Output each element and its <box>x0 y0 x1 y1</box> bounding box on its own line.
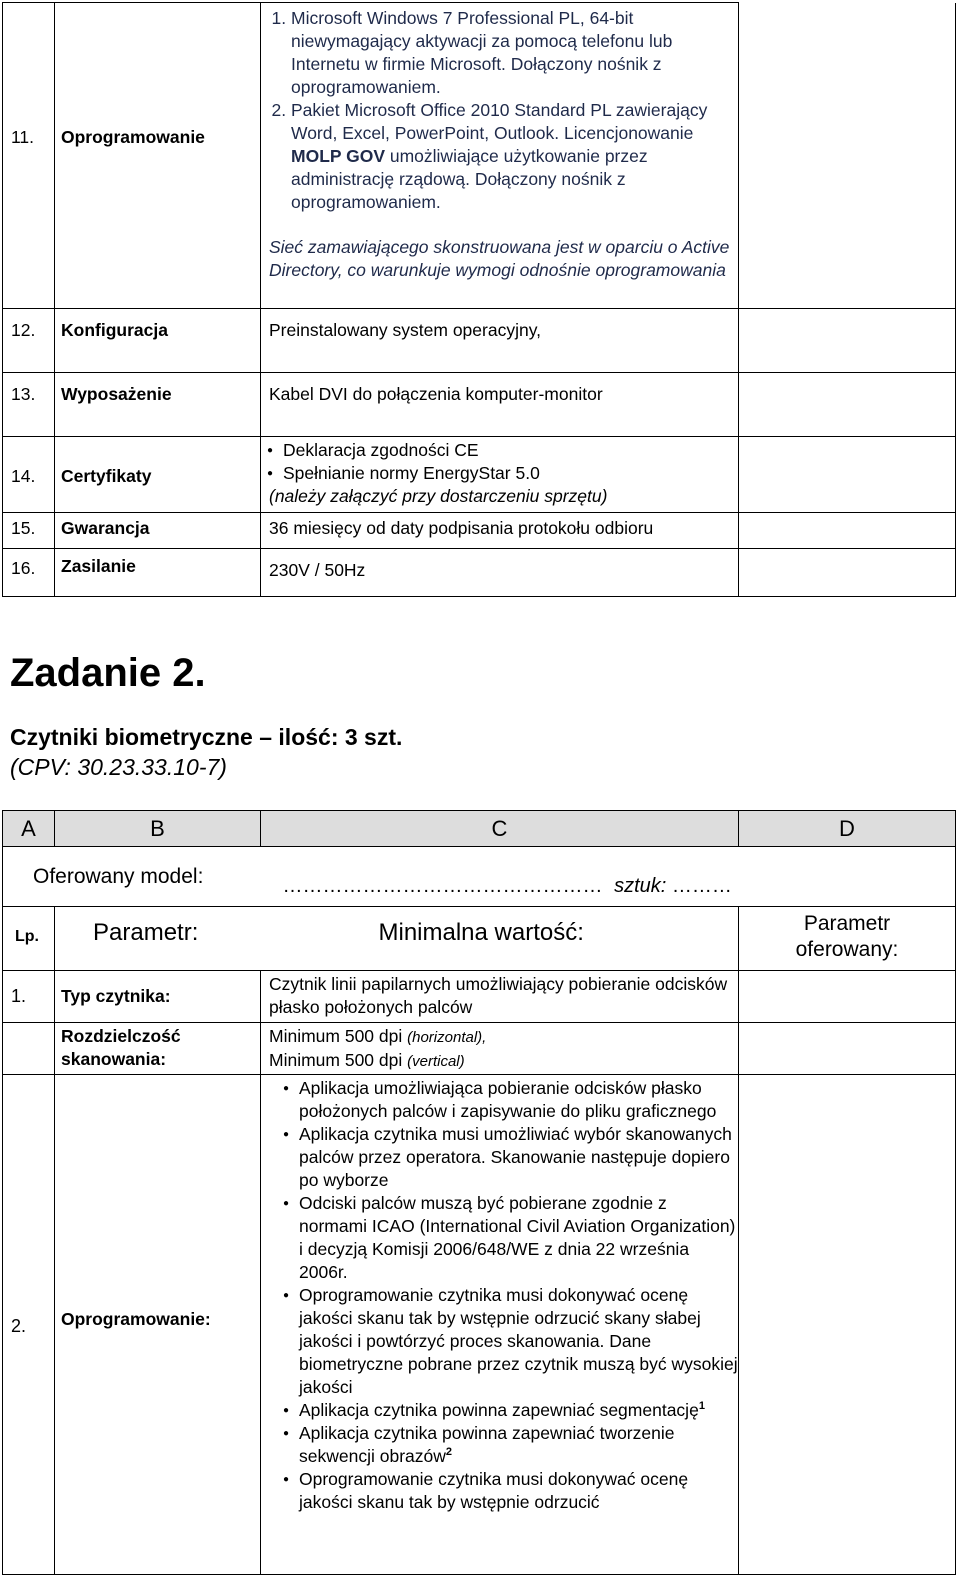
row-value <box>261 1023 739 1075</box>
list-item: ● Oprogramowanie czytnika musi dokonywać ocenę jakości skanu tak by wstępnie odrzucić skany słabej jakości i powtórzyć proces skanowania. Dane biometryczne pobrane przez czytnik muszą być wysokiej jakości <box>299 1284 738 1399</box>
cert-list <box>269 439 738 485</box>
row-value: Preinstalowany system operacyjny, <box>261 309 739 373</box>
row-number: 15. <box>3 513 55 549</box>
row-number-empty <box>3 1023 55 1075</box>
row-value: Kabel DVI do połączenia komputer-monitor <box>261 373 739 437</box>
row-label: Zasilanie <box>55 549 261 597</box>
min-value-header: Minimalna wartość: <box>261 907 739 971</box>
cpv-code: (CPV: 30.23.33.10-7) <box>10 754 227 780</box>
sztuk-label: sztuk: <box>614 875 667 897</box>
list-item <box>291 99 738 214</box>
table-row <box>3 1075 956 1575</box>
model-label: Oferowany model: <box>3 847 261 907</box>
table-row <box>3 1023 956 1075</box>
list-item: 1. Microsoft Windows 7 Professional PL, 64-bit niewymagający aktywacji za pomocą telefonu lub Internetu w firmie Microsoft. Dołączony nośnik z oprogramowaniem. <box>291 7 738 99</box>
list-item: ● Oprogramowanie czytnika musi dokonywać ocenę jakości skanu tak by wstępnie odrzucić <box>299 1468 738 1514</box>
res-note: (horizontal), <box>407 1029 487 1046</box>
spec-table <box>2 2 956 597</box>
offered-cell <box>739 1023 956 1075</box>
row-label: Konfiguracja <box>55 309 261 373</box>
row-label: Typ czytnika: <box>55 971 261 1023</box>
row-number: 13. <box>3 373 55 437</box>
column-header: D <box>739 811 956 847</box>
task-subtitle <box>10 722 402 782</box>
row-number: 12. <box>3 309 55 373</box>
column-header: C <box>261 811 739 847</box>
list-item: ● Deklaracja zgodności CE <box>283 439 738 462</box>
subtitle-text: Czytniki biometryczne – ilość: 3 szt. <box>10 724 403 750</box>
table-row <box>3 513 956 549</box>
list-item: ● Aplikacja czytnika musi umożliwiać wybór skanowanych palców przez operatora. Skanowanie następuje dopiero po wyborze <box>299 1123 738 1192</box>
model-field <box>261 847 956 907</box>
note: Sieć zamawiającego skonstruowana jest w oparciu o Active Directory, co warunkuje wymogi odnośnie oprogramowania <box>269 237 730 280</box>
offered-cell <box>739 971 956 1023</box>
reader-spec-table <box>2 810 956 1575</box>
note: (należy załączyć przy dostarczeniu sprzętu) <box>269 486 608 506</box>
offered-cell <box>739 309 956 373</box>
list-item-text: Pakiet Microsoft Office 2010 Standard PL zawierający Word, Excel, PowerPoint, Outlook. Licencjonowanie <box>291 100 708 143</box>
row-label: Rozdzielczość skanowania: <box>55 1023 261 1075</box>
list-item <box>299 1422 738 1468</box>
list-item: ● Spełnianie normy EnergyStar 5.0 <box>283 462 738 485</box>
list-item: ● Aplikacja umożliwiająca pobieranie odcisków płasko położonych palców i zapisywanie do pliku graficznego <box>299 1077 738 1123</box>
row-value <box>261 1075 739 1575</box>
software-list <box>269 7 738 214</box>
res-note: (vertical) <box>407 1053 465 1070</box>
table-row <box>3 437 956 513</box>
row-number: 1. <box>3 971 55 1023</box>
row-value: 230V / 50Hz <box>261 549 739 597</box>
offered-cell <box>739 373 956 437</box>
table-row <box>3 3 956 309</box>
row-number: 16. <box>3 549 55 597</box>
model-row <box>3 847 956 907</box>
footnote-ref: 1 <box>698 1400 705 1413</box>
header-row <box>3 907 956 971</box>
table-row <box>3 971 956 1023</box>
row-value <box>261 3 739 309</box>
column-header-row <box>3 811 956 847</box>
list-item: ● Odciski palców muszą być pobierane zgodnie z normami ICAO (International Civil Aviation Organization) i decyzją Komisji 2006/648/WE z dnia 22 września 2006r. <box>299 1192 738 1284</box>
offered-cell <box>739 549 956 597</box>
column-header: A <box>3 811 55 847</box>
row-number: 11. <box>3 3 55 309</box>
offered-cell <box>739 1075 956 1575</box>
table-row <box>3 309 956 373</box>
list-item-text: umożliwiające użytkowanie przez administrację rządową. Dołączony nośnik z oprogramowaniem. <box>291 146 648 212</box>
row-label: Gwarancja <box>55 513 261 549</box>
row-value: 36 miesięcy od daty podpisania protokołu odbioru <box>261 513 739 549</box>
footnote-ref: 2 <box>445 1446 452 1459</box>
license-name: MOLP GOV <box>291 146 385 166</box>
row-value: Czytnik linii papilarnych umożliwiający pobieranie odcisków płasko położonych palców <box>261 971 739 1023</box>
offered-cell <box>739 3 956 309</box>
offered-cell <box>739 513 956 549</box>
lp-header: Lp. <box>3 907 55 971</box>
row-label: Certyfikaty <box>55 437 261 513</box>
list-item-text: Aplikacja czytnika powinna zapewniać segmentację <box>299 1400 699 1420</box>
res-line: Minimum 500 dpi <box>269 1050 408 1070</box>
list-item <box>299 1399 738 1422</box>
list-item-text: Aplikacja czytnika powinna zapewniać tworzenie sekwencji obrazów <box>299 1423 675 1466</box>
model-dots: ………………………………………… <box>282 875 609 897</box>
row-number: 2. <box>3 1075 55 1575</box>
row-label: Oprogramowanie <box>55 3 261 309</box>
table-row <box>3 549 956 597</box>
row-number: 14. <box>3 437 55 513</box>
table-row <box>3 373 956 437</box>
row-value <box>261 437 739 513</box>
res-line: Minimum 500 dpi <box>269 1026 408 1046</box>
sztuk-dots: ……… <box>671 875 732 897</box>
row-label: Oprogramowanie: <box>55 1075 261 1575</box>
param-header: Parametr: <box>55 907 261 971</box>
row-label: Wyposażenie <box>55 373 261 437</box>
column-header: B <box>55 811 261 847</box>
offered-header: Parametr oferowany: <box>739 907 956 971</box>
task-title: Zadanie 2. <box>10 651 206 695</box>
offered-cell <box>739 437 956 513</box>
software-requirements-list <box>269 1077 738 1514</box>
